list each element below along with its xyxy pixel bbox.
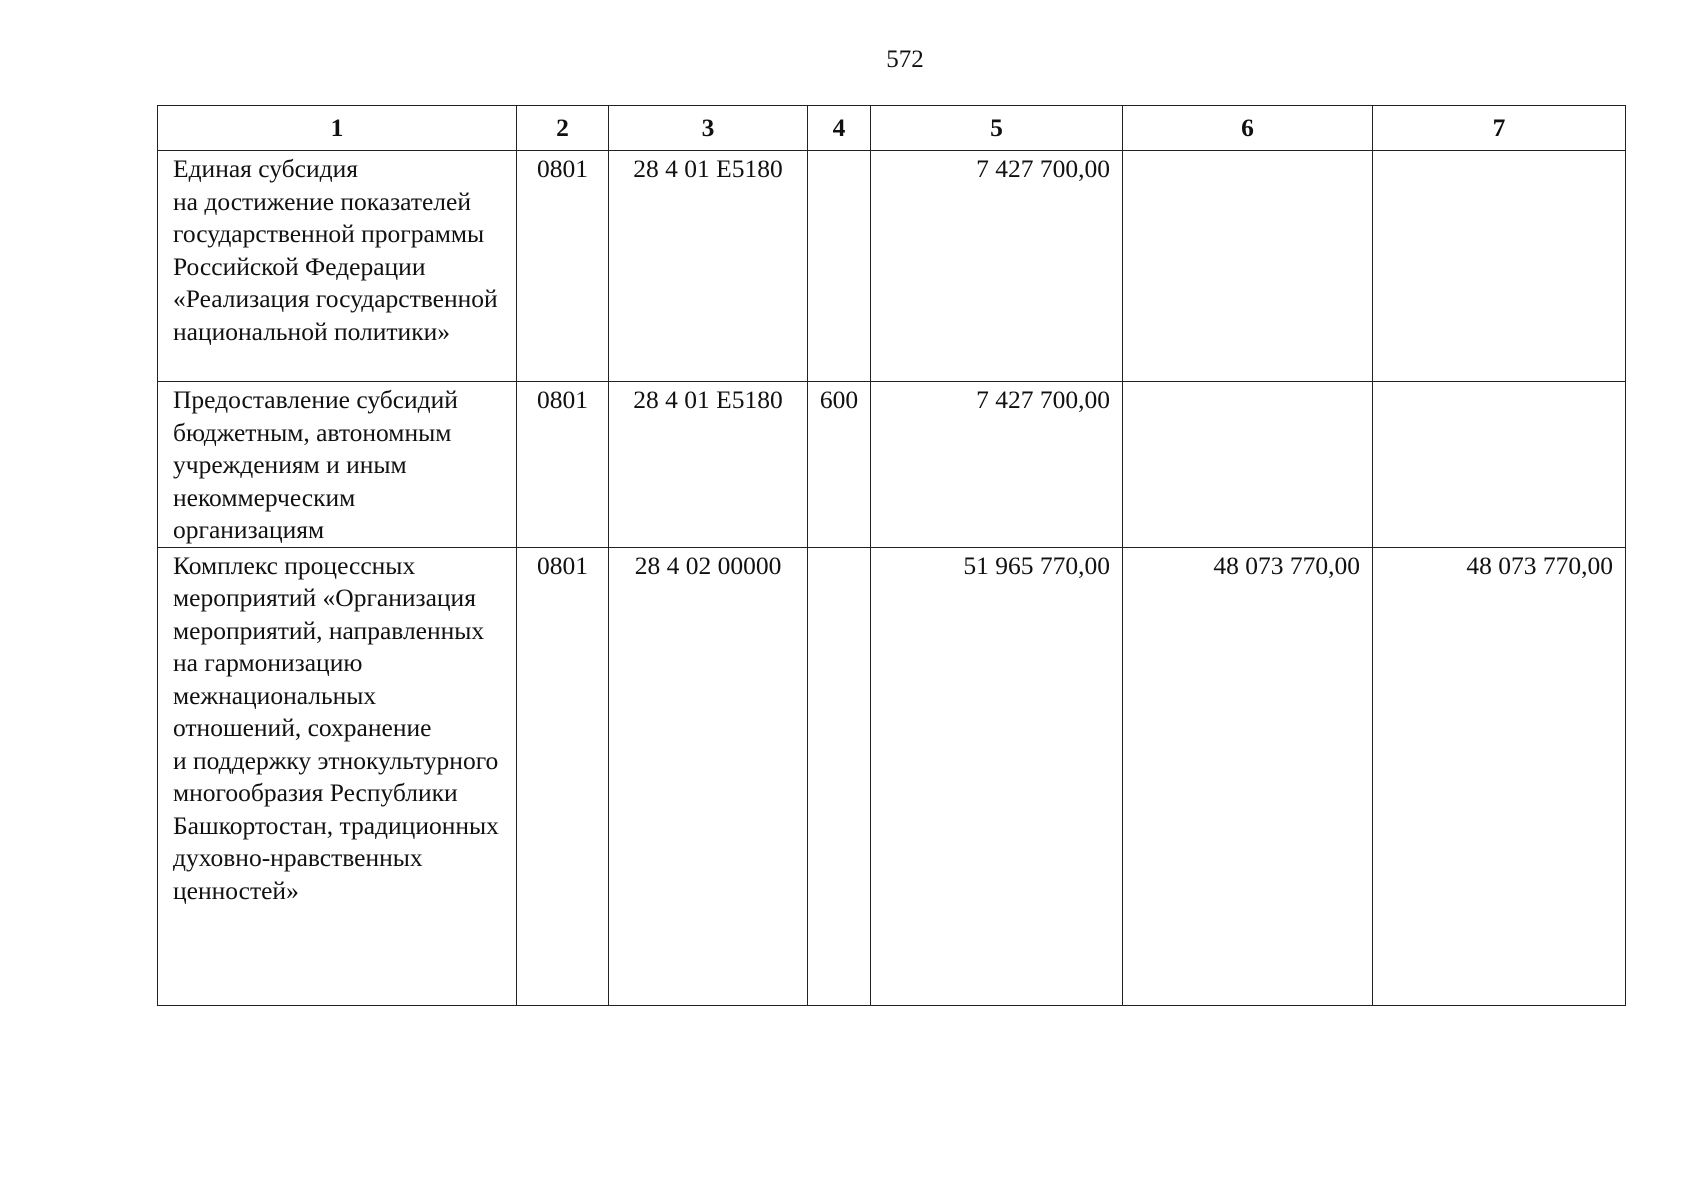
- row-type: [808, 151, 871, 382]
- header-col-2: 2: [517, 106, 609, 151]
- row-target: 28 4 01 E5180: [609, 151, 808, 382]
- table-row: [158, 382, 1626, 548]
- row-amount-3: [1373, 382, 1626, 548]
- header-col-1: 1: [158, 106, 517, 151]
- header-col-6: 6: [1123, 106, 1373, 151]
- row-amount-1: 7 427 700,00: [871, 151, 1123, 382]
- row-section: 0801: [517, 151, 609, 382]
- row-target: 28 4 01 E5180: [609, 382, 808, 548]
- row-name: Комплекс процессных мероприятий «Организация мероприятий, направленных на гармонизацию межнациональных отношений, сохранение и поддержку этнокультурного многообразия Республики Башкортостан, традиционных духовно-нравственных ценностей»: [158, 547, 517, 1005]
- table-row: [158, 151, 1626, 382]
- row-amount-2: [1123, 382, 1373, 548]
- table-row: [158, 547, 1626, 1005]
- row-amount-2: [1123, 151, 1373, 382]
- row-target: 28 4 02 00000: [609, 547, 808, 1005]
- row-type: 600: [808, 382, 871, 548]
- header-col-4: 4: [808, 106, 871, 151]
- header-col-7: 7: [1373, 106, 1626, 151]
- row-name: Единая субсидия на достижение показателей государственной программы Российской Федерации «Реализация государственной национальной политики»: [158, 151, 517, 382]
- page-number: 572: [886, 46, 924, 73]
- header-col-5: 5: [871, 106, 1123, 151]
- row-amount-2: 48 073 770,00: [1123, 547, 1373, 1005]
- row-section: 0801: [517, 382, 609, 548]
- row-amount-1: 7 427 700,00: [871, 382, 1123, 548]
- row-type: [808, 547, 871, 1005]
- row-amount-1: 51 965 770,00: [871, 547, 1123, 1005]
- row-section: 0801: [517, 547, 609, 1005]
- row-amount-3: [1373, 151, 1626, 382]
- row-name: Предоставление субсидий бюджетным, автономным учреждениям и иным некоммерческим организациям: [158, 382, 517, 548]
- header-col-3: 3: [609, 106, 808, 151]
- header-row: [158, 106, 1626, 151]
- row-amount-3: 48 073 770,00: [1373, 547, 1626, 1005]
- budget-table: [157, 105, 1626, 1006]
